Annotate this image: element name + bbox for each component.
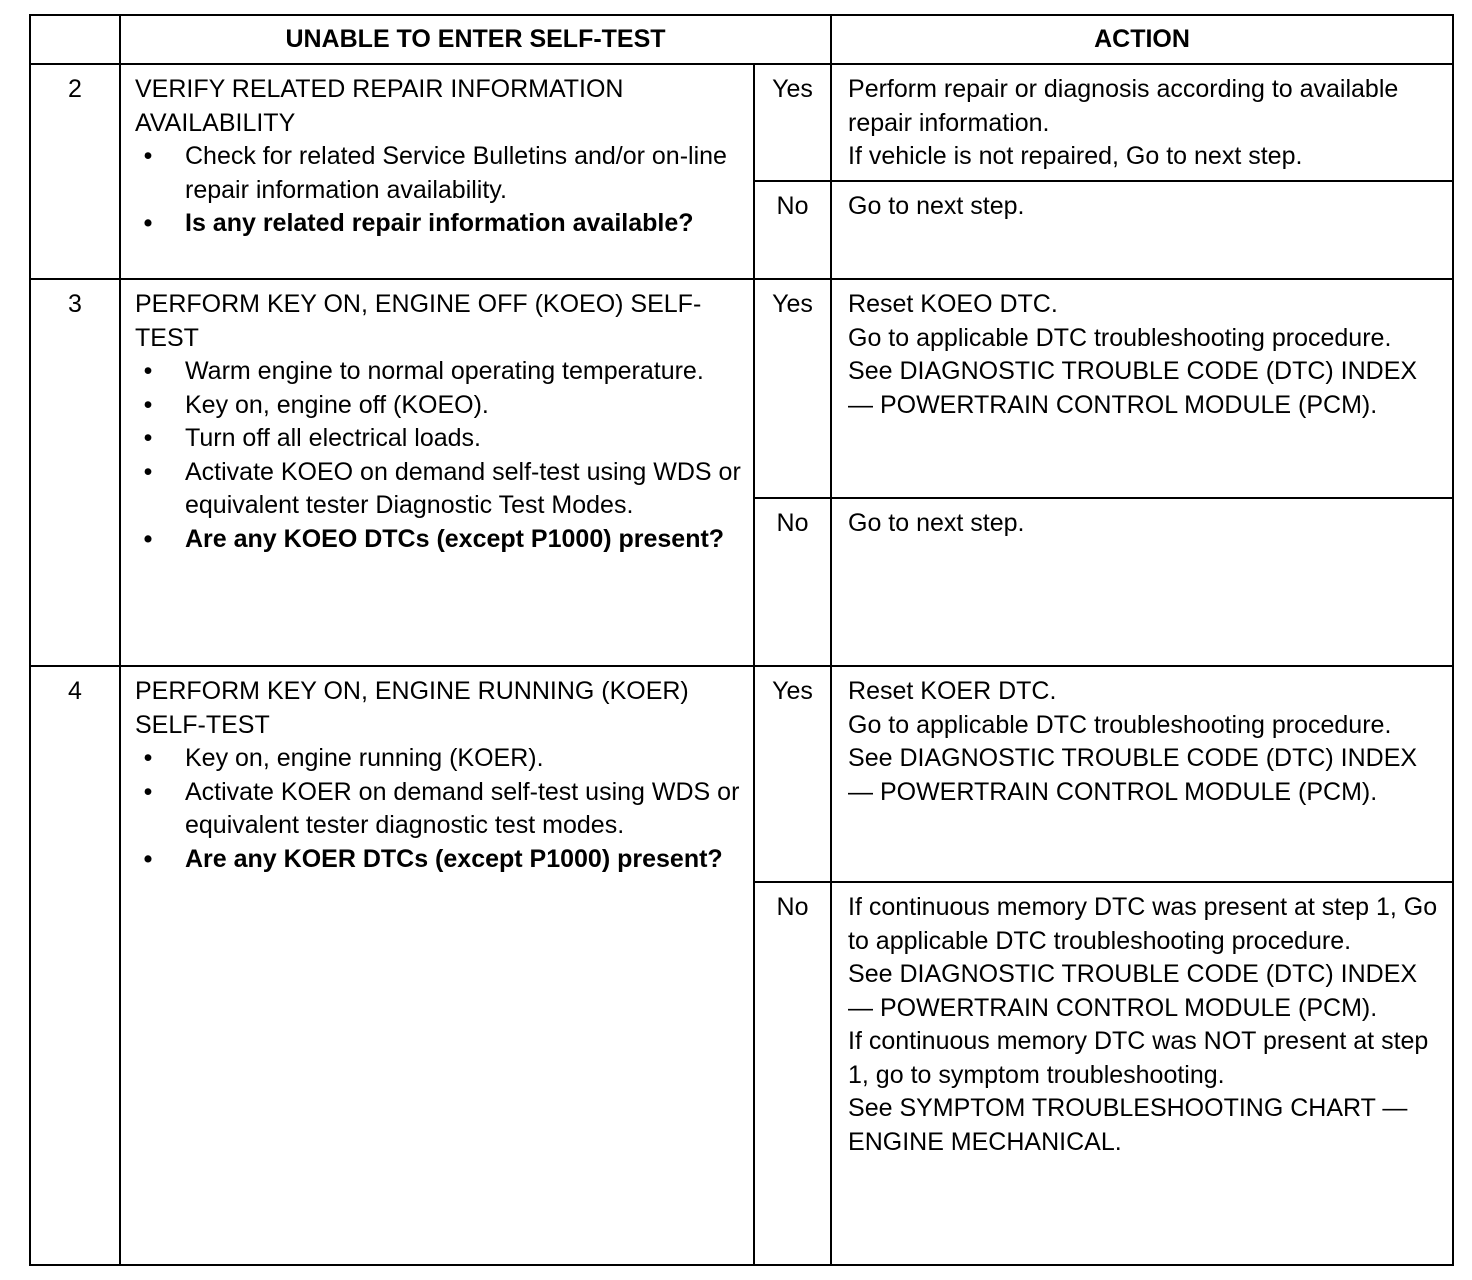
action-line: See DIAGNOSTIC TROUBLE CODE (DTC) INDEX — POWERTRAIN CONTROL MODULE (PCM).	[848, 357, 1418, 419]
action-line: If continuous memory DTC was NOT present at step 1, go to symptom troubleshooting.	[848, 1027, 1429, 1089]
step-bullet-list	[135, 140, 743, 241]
action-line: If continuous memory DTC was present at step 1, Go to applicable DTC troubleshooting procedure.	[848, 893, 1438, 955]
step-title: PERFORM KEY ON, ENGINE OFF (KOEO) SELF-TEST	[135, 290, 702, 352]
answer-no-label: No	[754, 498, 831, 666]
action-no	[831, 498, 1453, 666]
table-header-row	[30, 15, 1453, 64]
action-line: Go to applicable DTC troubleshooting procedure.	[848, 710, 1392, 739]
step-bullet-list	[135, 355, 743, 556]
step-bullet: • Warm engine to normal operating temperature.	[135, 355, 743, 389]
header-action: ACTION	[831, 15, 1453, 64]
step-bullet: • Activate KOER on demand self-test using WDS or equivalent tester diagnostic test modes.	[135, 776, 743, 843]
action-line: Reset KOER DTC.	[848, 677, 1057, 705]
step-bullet-list	[135, 742, 743, 876]
action-line: Go to next step.	[848, 509, 1025, 537]
action-line: See DIAGNOSTIC TROUBLE CODE (DTC) INDEX — POWERTRAIN CONTROL MODULE (PCM).	[848, 744, 1418, 806]
step-row-yes	[30, 666, 1453, 882]
step-bullet: • Check for related Service Bulletins and/or on-line repair information availability.	[135, 140, 743, 207]
action-line: See SYMPTOM TROUBLESHOOTING CHART — ENGINE MECHANICAL.	[848, 1094, 1408, 1156]
action-line: If vehicle is not repaired, Go to next step.	[848, 142, 1303, 170]
step-number: 4	[30, 666, 120, 1265]
answer-no-label: No	[754, 882, 831, 1265]
action-no	[831, 181, 1453, 279]
step-question: • Are any KOER DTCs (except P1000) present?	[135, 843, 743, 877]
answer-yes-label: Yes	[754, 666, 831, 882]
action-line: Go to next step.	[848, 192, 1025, 220]
answer-no-label: No	[754, 181, 831, 279]
step-number: 3	[30, 279, 120, 666]
step-bullet: • Turn off all electrical loads.	[135, 422, 743, 456]
step-bullet: • Key on, engine running (KOER).	[135, 742, 743, 776]
step-title: VERIFY RELATED REPAIR INFORMATION AVAILABILITY	[135, 75, 624, 137]
step-row-yes	[30, 64, 1453, 181]
step-bullet: • Activate KOEO on demand self-test using WDS or equivalent tester Diagnostic Test Modes.	[135, 456, 743, 523]
step-bullet: • Key on, engine off (KOEO).	[135, 389, 743, 423]
action-yes	[831, 64, 1453, 181]
step-title: PERFORM KEY ON, ENGINE RUNNING (KOER) SELF-TEST	[135, 677, 689, 739]
diagnostic-table	[29, 14, 1454, 1266]
action-line: Reset KOEO DTC.	[848, 290, 1058, 318]
step-description	[120, 279, 754, 666]
step-question: • Is any related repair information available?	[135, 207, 743, 241]
answer-yes-label: Yes	[754, 279, 831, 498]
step-question: • Are any KOEO DTCs (except P1000) present?	[135, 523, 743, 557]
step-description	[120, 64, 754, 279]
action-line: Perform repair or diagnosis according to available repair information.	[848, 75, 1399, 137]
action-yes	[831, 279, 1453, 498]
action-line: Go to applicable DTC troubleshooting procedure.	[848, 323, 1392, 352]
action-line: See DIAGNOSTIC TROUBLE CODE (DTC) INDEX — POWERTRAIN CONTROL MODULE (PCM).	[848, 960, 1418, 1022]
header-title: UNABLE TO ENTER SELF-TEST	[120, 15, 831, 64]
step-description	[120, 666, 754, 1265]
action-no	[831, 882, 1453, 1265]
answer-yes-label: Yes	[754, 64, 831, 181]
step-number: 2	[30, 64, 120, 279]
action-yes	[831, 666, 1453, 882]
header-step-column	[30, 15, 120, 64]
step-row-yes	[30, 279, 1453, 498]
